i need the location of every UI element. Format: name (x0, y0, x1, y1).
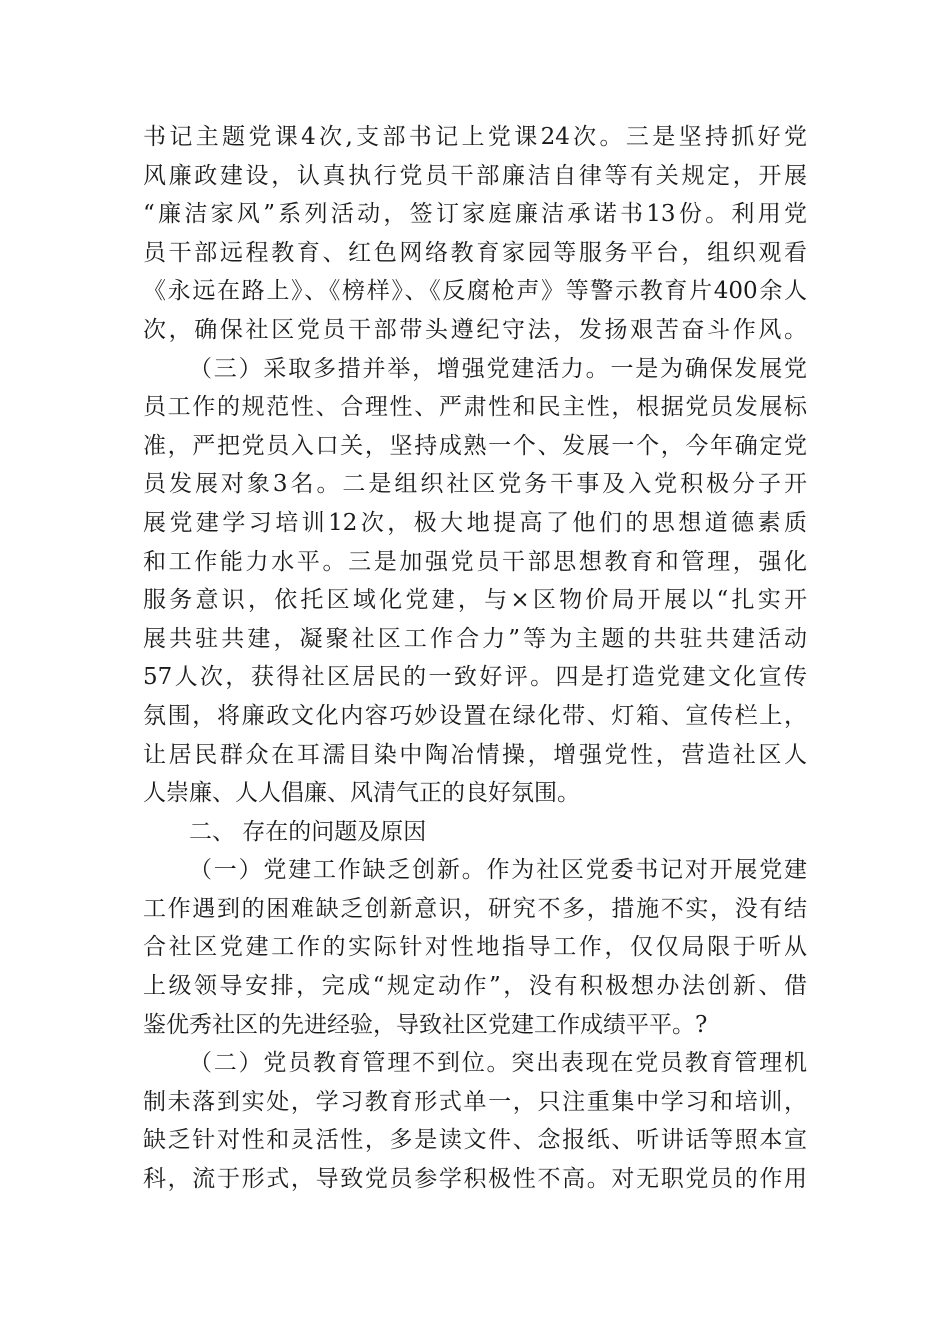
document-page (143, 118, 807, 1199)
text-line-9: 准，严把党员入口关，坚持成熟一个、发展一个，今年确定党 (143, 432, 807, 459)
text-line-22: 合社区党建工作的实际针对性地指导工作，仅仅局限于听从 (143, 934, 807, 961)
paragraph-yi-start: （一）党建工作缺乏创新。作为社区党委书记对开展党建 (189, 857, 807, 884)
paragraph-san-start: （三）采取多措并举，增强党建活力。一是为确保发展党 (189, 355, 807, 382)
text-line-13: 服务意识，依托区域化党建，与×区物价局开展以“扎实开 (143, 587, 807, 614)
text-line-27: 缺乏针对性和灵活性，多是读文件、念报纸、听讲话等照本宣 (143, 1127, 807, 1154)
text-line-4: 员干部远程教育、红色网络教育家园等服务平台，组织观看 (143, 239, 807, 266)
paragraph-er-start: （二）党员教育管理不到位。突出表现在党员教育管理机 (189, 1050, 807, 1077)
section-heading: 二、 存在的问题及原因 (189, 818, 427, 845)
text-line-18: 人崇廉、人人倡廉、风清气正的良好氛围。 (143, 780, 580, 807)
text-line-12: 和工作能力水平。三是加强党员干部思想教育和管理，强化 (143, 548, 807, 575)
text-line-17: 让居民群众在耳濡目染中陶冶情操，增强党性，营造社区人 (143, 741, 807, 768)
text-line-28: 科，流于形式，导致党员参学积极性不高。对无职党员的作用 (143, 1166, 807, 1193)
text-line-2: 风廉政建设，认真执行党员干部廉洁自律等有关规定，开展 (143, 162, 807, 189)
text-line-15: 57人次，获得社区居民的一致好评。四是打造党建文化宣传 (143, 664, 807, 691)
text-line-10: 员发展对象3名。二是组织社区党务干事及入党积极分子开 (143, 471, 807, 498)
text-line-24: 鉴优秀社区的先进经验，导致社区党建工作成绩平平。? (143, 1011, 708, 1038)
text-line-8: 员工作的规范性、合理性、严肃性和民主性，根据党员发展标 (143, 394, 807, 421)
text-line-6: 次，确保社区党员干部带头遵纪守法，发扬艰苦奋斗作风。 (143, 316, 807, 343)
text-line-1: 书记主题党课4次,支部书记上党课24次。三是坚持抓好党 (143, 124, 807, 150)
text-line-3: “廉洁家风”系列活动，签订家庭廉洁承诺书13份。利用党 (143, 201, 807, 228)
text-line-11: 展党建学习培训12次，极大地提高了他们的思想道德素质 (143, 509, 807, 536)
text-line-14: 展共驻共建，凝聚社区工作合力”等为主题的共驻共建活动 (143, 625, 807, 652)
text-line-5: 《永远在路上》、《榜样》、《反腐枪声》等警示教育片400余人 (143, 278, 807, 305)
text-line-26: 制未落到实处，学习教育形式单一，只注重集中学习和培训， (143, 1088, 807, 1115)
text-line-23: 上级领导安排，完成“规定动作”，没有积极想办法创新、借 (143, 973, 807, 1000)
text-line-16: 氛围，将廉政文化内容巧妙设置在绿化带、灯箱、宣传栏上， (143, 702, 807, 729)
text-line-21: 工作遇到的困难缺乏创新意识，研究不多，措施不实，没有结 (143, 895, 807, 922)
